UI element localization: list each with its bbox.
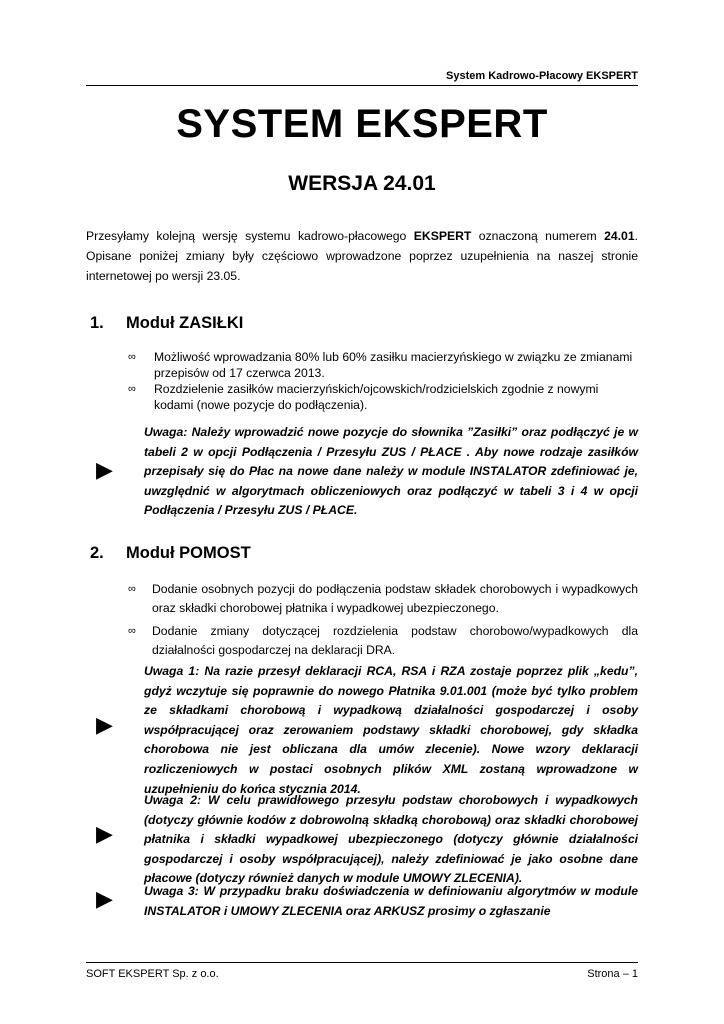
intro-text-3: . Opisane poniżej zmiany były częściowo wprowadzone poprzez uzupełnienia na naszej stronie internetowej po wersji 23.05. — [86, 229, 638, 283]
header-divider — [86, 85, 638, 86]
bullet-text: Dodanie zmiany dotyczącej rozdzielenia podstaw chorobowo/wypadkowych dla działalności gospodarczej na deklaracji DRA. — [152, 624, 638, 657]
list-item — [128, 580, 638, 618]
note-zasilki: Uwaga: Należy wprowadzić nowe pozycje do słownika ”Zasiłki” oraz podłączyć je w tabeli 2 w opcji Podłączenia / Przesyłu ZUS / PŁACE . Aby nowe rodzaje zasiłków przepisały się do Płac na nowe dane należy w module INSTALATOR zdefiniować je, uwzględnić w algorytmach obliczeniowych oraz podłączyć w tabeli 3 i 4 w opcji Podłączenia / Przesyłu ZUS / PŁACE. — [144, 425, 638, 518]
section-number: 2. — [90, 544, 104, 562]
arrow-right-icon: ▶ — [96, 712, 113, 737]
intro-text-1: Przesyłamy kolejną wersję systemu kadrowo-płacowego — [86, 229, 414, 243]
section-title: Moduł POMOST — [126, 544, 251, 562]
intro-text-2: oznaczoną numerem — [471, 229, 605, 243]
section-heading-zasilki — [90, 314, 243, 333]
arrow-right-icon: ▶ — [96, 821, 113, 846]
page-header-title: System Kadrowo-Płacowy EKSPERT — [446, 70, 638, 82]
arrow-right-icon: ▶ — [96, 457, 113, 482]
note-pomost-2: Uwaga 2: W celu prawidłowego przesyłu podstaw chorobowych i wypadkowych (dotyczy głównie kodów z dobrowolną składką chorobową) oraz składki chorobowej płatnika i składki wypadkowej ubezpieczonego (dotyczy głównie działalności gospodarczej i osoby współpracującej), należy zdefiniować je jako osobne dane płacowe (dotyczy również danych w module UMOWY ZLECENIA). — [144, 793, 638, 886]
note-pomost-3: Uwaga 3: W przypadku braku doświadczenia w definiowaniu algorytmów w module INSTALATOR i UMOWY ZLECENIA oraz ARKUSZ prosimy o zgłaszanie — [144, 884, 638, 918]
list-item — [128, 381, 638, 413]
infinity-bullet-icon: ∞ — [128, 351, 136, 363]
footer-divider — [86, 962, 638, 963]
section-heading-pomost — [90, 544, 251, 563]
intro-paragraph — [86, 226, 638, 286]
bullet-text: Możliwość wprowadzania 80% lub 60% zasiłku macierzyńskiego w związku ze zmianami przepisów od 17 czerwca 2013. — [154, 350, 633, 380]
footer-page-number: Strona – 1 — [587, 968, 638, 980]
infinity-bullet-icon: ∞ — [128, 625, 136, 637]
document-version: WERSJA 24.01 — [288, 172, 436, 195]
footer-company: SOFT EKSPERT Sp. z o.o. — [86, 968, 219, 980]
note-pomost-1: Uwaga 1: Na razie przesył deklaracji RCA, RSA i RZA zostaje poprzez plik „kedu”, gdyż wczytuje się poprawnie do nowego Płatnika 9.01.001 (może być tylko problem ze składkami chorobową i wypadkową działalności gospodarczej i osoby współpracującej oraz zerowaniem podstawy składki chorobowej, gdy składka chorobowa nie jest obliczana dla umów zlecenie). Nowe wzory deklaracji rozliczeniowych w postaci osobnych plików XML zostaną wprowadzone w uzupełnieniu do końca stycznia 2014. — [144, 664, 638, 796]
bullet-text: Dodanie osobnych pozycji do podłączenia podstaw składek chorobowych i wypadkowych oraz składki chorobowej płatnika i wypadkowej ubezpieczonego. — [152, 582, 638, 615]
infinity-bullet-icon: ∞ — [128, 583, 136, 595]
bullet-text: Rozdzielenie zasiłków macierzyńskich/ojcowskich/rodzicielskich zgodnie z nowymi kodami (nowe pozycje do podłączenia). — [154, 382, 599, 412]
section-title: Moduł ZASIŁKI — [126, 314, 244, 332]
list-item — [128, 349, 638, 381]
list-item — [128, 622, 638, 660]
infinity-bullet-icon: ∞ — [128, 383, 136, 395]
section-number: 1. — [90, 314, 104, 332]
intro-bold-version: 24.01 — [604, 229, 635, 243]
intro-bold-product: EKSPERT — [413, 229, 472, 243]
arrow-right-icon: ▶ — [96, 886, 113, 911]
document-title: SYSTEM EKSPERT — [176, 102, 548, 146]
